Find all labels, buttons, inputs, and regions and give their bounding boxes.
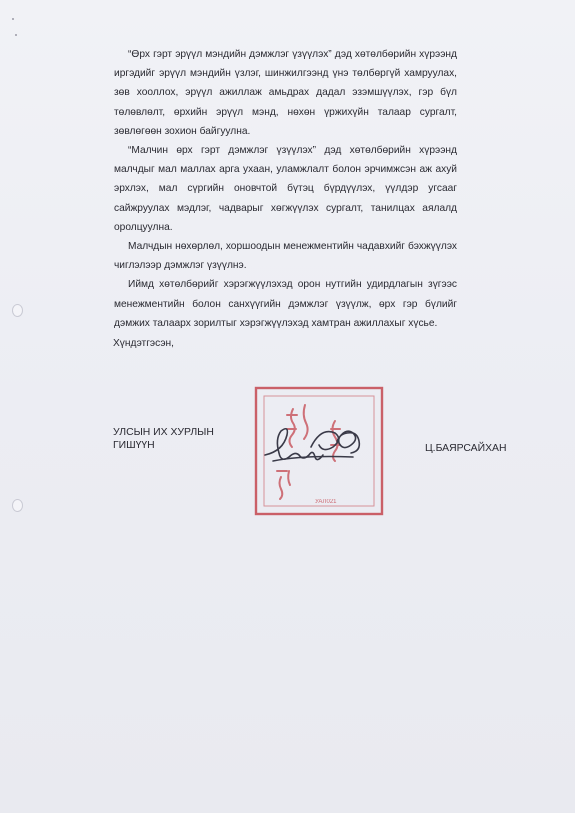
stamp-code: УАЛ021: [315, 499, 337, 505]
signer-title: [113, 426, 214, 452]
signer-title-line-1: УЛСЫН ИХ ХУРЛЫН: [113, 427, 214, 438]
letter-body: [114, 45, 457, 333]
official-stamp: [253, 385, 385, 517]
punch-hole: [12, 304, 23, 317]
closing-salutation: Хүндэтгэсэн,: [113, 338, 174, 349]
paragraph-3: Малчдын нөхөрлөл, хоршоодын менежментийн чадавхийг бэхжүүлэх чиглэлээр дэмжлэг үзүүлнэ.: [114, 241, 457, 272]
signature: [265, 429, 359, 461]
punch-hole: [12, 499, 23, 512]
paragraph-4: Иймд хөтөлбөрийг хэрэгжүүлэхэд орон нутгийн удирдлагын зүгээс менежментийн болон санхүүгийн дэмжлэг үзүүлж, өрх гэр бүлийг дэмжих талаарх зорилтыг хэрэгжүүлэхэд хамтран ажиллахыг хүсье.: [114, 279, 457, 329]
signer-title-line-2: ГИШҮҮН: [113, 440, 155, 451]
paragraph-1: “Өрх гэрт эрүүл мэндийн дэмжлэг үзүүлэх” дэд хөтөлбөрийн хүрээнд иргэдийг эрүүл мэндийн үзлэг, шинжилгээнд үнэ төлбөргүй хамруулах, зөв хооллох, эрүүл ажиллаж амьдрах дадал эзэмшүүлэх, гэр бүл төлөвлөлт, өрхийн эрүүл мэнд, нөхөн үржихүйн талаар сургалт, зөвлөгөөн зохион байгуулна.: [114, 49, 457, 137]
signer-name: Ц.БАЯРСАЙХАН: [425, 443, 507, 454]
paper-speck: [15, 34, 17, 36]
paper-speck: [12, 18, 14, 20]
paragraph-2: “Малчин өрх гэрт дэмжлэг үзүүлэх” дэд хөтөлбөрийн хүрээнд малчдыг мал маллах арга ухаан, уламжлалт болон эрчимжсэн аж ахуй эрхлэх, мал сүргийн оновчтой бүтэц бүрдүүлэх, үүлдэр угсааг сайжруулах мэдлэг, чадварыг хөгжүүлэх сургалт, танилцах аялалд оролцуулна.: [114, 145, 457, 233]
